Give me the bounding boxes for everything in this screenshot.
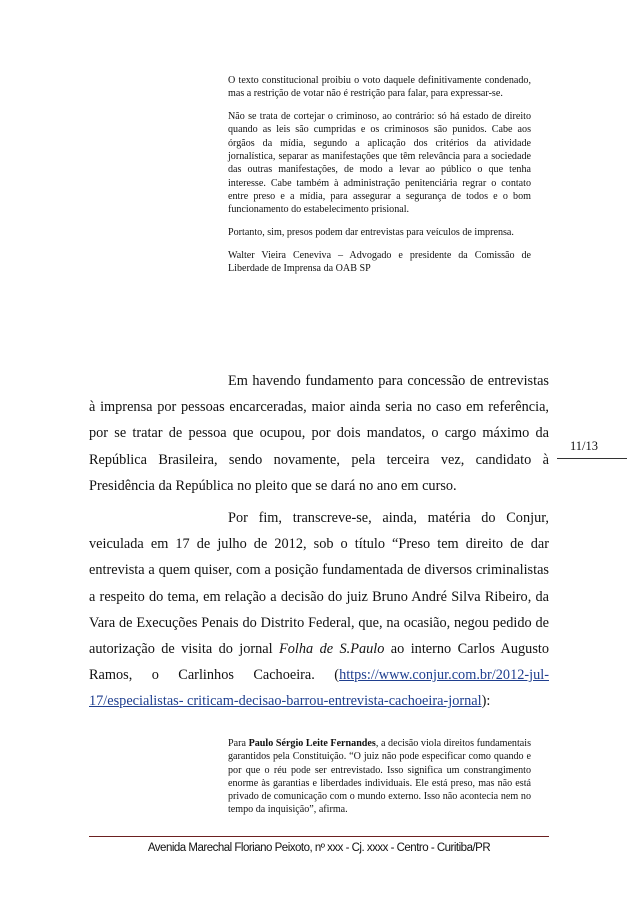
newspaper-name: Folha de S.Paulo <box>279 641 385 658</box>
quoted-person-name: Paulo Sérgio Leite Fernandes <box>248 738 376 749</box>
quote-paragraph: Portanto, sim, presos podem dar entrevistas para veículos de imprensa. <box>228 226 514 238</box>
quote-block-fernandes <box>228 737 531 817</box>
page-number-rule <box>557 458 627 459</box>
page-number: 11/13 <box>570 439 599 453</box>
paragraph-text: Por fim, transcreve-se, ainda, matéria do Conjur, veiculada em 17 de julho de 2012, sob o título “Preso tem direito de dar entrevista a quem quiser, com a posição fundamentada de diversos criminalistas a respeito do tema, em relação a decisão do juiz Bruno André Silva Ribeiro, da Vara de Execuções Penais do Distrito Federal, que, na ocasião, negou pedido de autorização de visita do jornal <box>89 510 549 658</box>
quote-paragraph: Não se trata de cortejar o criminoso, ao contrário: só há estado de direito quando as leis são cumpridas e os criminosos são punidos. Cabe aos órgãos da mídia, segundo a aplicação dos critérios da atividade jornalística, separar as manifestações que têm relevância para a sociedade das outras manifestações, de modo a levar ao público o que tenha interesse. Cabe também à administração penitenciária regrar o contato entre preso e a mídia, para assegurar a segurança de todos e o bom funcionamento do estabelecimento prisional. <box>228 111 531 216</box>
footer-address: Avenida Marechal Floriano Peixoto, nº xxx - Cj. xxxx - Centro - Curitiba/PR <box>147 842 491 854</box>
body-paragraph <box>89 505 549 715</box>
conjur-link[interactable]: https://www.conjur.com.br/2012-jul-17/especialistas- criticam-decisao-barrou-entrevista-cachoeira-jornal <box>89 667 549 710</box>
quote-text: , a decisão viola direitos fundamentais garantidos pela Constituição. “O juiz não pode especificar como quando e por que o réu pode ser entrevistado. Isso significa um constrangimento enorme às garantias e liberdades individuais. Ele está preso, mas não está privado de comunicação com o mundo externo. Isso não acontecia nem no tempo da inquisição”, afirma. <box>228 738 531 816</box>
body-paragraph: Em havendo fundamento para concessão de entrevistas à imprensa por pessoas encarceradas, maior ainda seria no caso em referência, por se tratar de pessoa que ocupou, por dois mandatos, o cargo máximo da República Brasileira, sendo novamente, pela terceira vez, candidato à Presidência da República no pleito que se dará no ano em curso. <box>89 373 549 494</box>
quote-paragraph <box>228 737 531 817</box>
paragraph-text: ao interno Carlos Augusto Ramos, o Carlinhos Cachoeira. ( <box>89 641 550 684</box>
quote-paragraph: O texto constitucional proibiu o voto daquele definitivamente condenado, mas a restrição de votar não é restrição para falar, para expressar-se. <box>228 75 531 100</box>
quote-text: Para <box>228 738 249 749</box>
footer-divider <box>89 836 549 837</box>
body-text <box>89 368 549 715</box>
quote-attribution: Walter Vieira Ceneviva – Advogado e presidente da Comissão de Liberdade de Imprensa da OAB SP <box>228 249 531 275</box>
quote-block-ceneviva <box>228 74 531 275</box>
paragraph-text: ): <box>481 693 491 710</box>
